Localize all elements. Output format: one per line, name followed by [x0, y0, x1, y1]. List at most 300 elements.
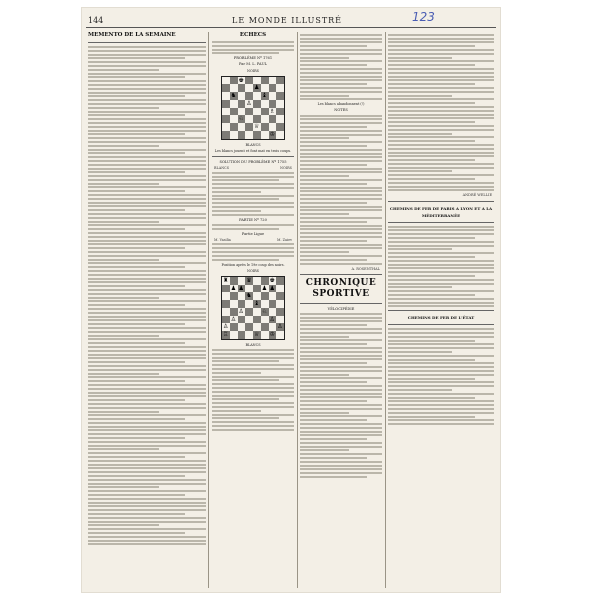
- notes-column: [300, 32, 382, 588]
- text-line: [388, 117, 494, 119]
- text-line: [388, 114, 494, 116]
- text-line: [212, 421, 294, 423]
- memento-body: [88, 46, 206, 545]
- board-square: [230, 331, 238, 339]
- board-square: [276, 77, 284, 85]
- text-line: [88, 426, 206, 428]
- text-line: [88, 76, 185, 78]
- journal-title: LE MONDE ILLUSTRÉ: [232, 16, 343, 25]
- text-line: [300, 328, 382, 330]
- section-rule: [212, 156, 294, 157]
- text-line: [88, 460, 206, 462]
- text-line: [88, 88, 206, 90]
- text-line: [388, 60, 494, 62]
- section-rule: [388, 201, 494, 202]
- board-square: [230, 285, 238, 293]
- text-line: [300, 60, 382, 62]
- text-line: [300, 217, 382, 219]
- text-line: [88, 160, 206, 162]
- newspaper-page: [82, 8, 500, 592]
- chess-board-game: [221, 276, 285, 340]
- velocipedie-heading: VÉLOCIPÉDIE: [327, 306, 355, 311]
- chess-piece-icon: ♙: [277, 323, 283, 331]
- chess-piece-icon: ♞: [230, 92, 237, 100]
- text-line: [388, 248, 452, 250]
- solution-moves: [212, 172, 294, 216]
- text-line: [88, 111, 206, 113]
- text-line: [88, 399, 185, 401]
- text-line: [388, 290, 494, 292]
- board-square: [261, 123, 269, 131]
- text-line: [388, 271, 494, 273]
- text-line: [388, 83, 475, 85]
- board-square: [253, 285, 261, 293]
- text-line: [212, 353, 294, 355]
- text-line: [88, 205, 206, 207]
- abandon-note: Les blancs abandonnent (!): [317, 102, 365, 107]
- text-line: [300, 190, 382, 192]
- chess-piece-icon: ♟: [261, 284, 268, 292]
- text-line: [88, 475, 185, 477]
- board-square: [238, 316, 246, 324]
- text-line: [212, 429, 294, 431]
- text-line: [300, 259, 367, 261]
- text-line: [388, 393, 494, 395]
- text-line: [388, 133, 452, 135]
- text-line: [388, 408, 494, 410]
- board-square: [269, 300, 277, 308]
- text-line: [88, 198, 206, 200]
- text-line: [88, 194, 206, 196]
- board-square: [253, 108, 261, 116]
- board-square: [238, 331, 246, 339]
- text-line: [88, 418, 185, 420]
- text-line: [88, 190, 185, 192]
- text-line: [88, 369, 206, 371]
- text-line: [88, 262, 206, 264]
- board-square: [261, 300, 269, 308]
- text-line: [212, 379, 279, 381]
- text-line: [88, 179, 206, 181]
- text-line: [88, 251, 206, 253]
- chess-piece-icon: ♙: [238, 307, 244, 315]
- text-line: [388, 110, 494, 112]
- text-line: [88, 312, 206, 314]
- column-divider: [208, 32, 209, 588]
- column-divider: [297, 32, 298, 588]
- board-square: [222, 123, 230, 131]
- text-line: [88, 243, 206, 245]
- board-square: [253, 92, 261, 100]
- text-line: [388, 298, 494, 300]
- chess-piece-icon: ♝: [261, 92, 268, 100]
- text-line: [88, 304, 185, 306]
- text-line: [300, 419, 367, 421]
- text-line: [88, 281, 206, 283]
- board-square: [269, 277, 277, 285]
- text-line: [88, 384, 206, 386]
- board-square: [230, 300, 238, 308]
- board-square: [253, 308, 261, 316]
- chess-piece-icon: ♚: [238, 76, 244, 84]
- board-square: [245, 316, 253, 324]
- text-line: [88, 456, 185, 458]
- text-line: [88, 513, 185, 515]
- notes-body: [300, 115, 382, 265]
- board-square: [269, 316, 277, 324]
- text-line: [388, 370, 494, 372]
- board-square: [238, 100, 246, 108]
- text-line: [88, 137, 206, 139]
- chess-piece-icon: ♟: [269, 284, 275, 292]
- text-line: [300, 244, 382, 246]
- text-line: [88, 376, 206, 378]
- plm-body: [388, 226, 494, 308]
- text-line: [88, 414, 206, 416]
- board-square: [222, 292, 230, 300]
- text-line: [88, 289, 206, 291]
- text-line: [388, 286, 452, 288]
- board-square: [245, 292, 253, 300]
- text-line: [88, 505, 206, 507]
- board-square: [245, 131, 253, 139]
- text-line: [388, 305, 494, 307]
- board-square: [261, 131, 269, 139]
- text-line: [300, 95, 349, 97]
- text-line: [300, 400, 367, 402]
- partie-sub: Partie Ligue: [241, 231, 265, 236]
- text-line: [300, 213, 349, 215]
- text-line: [88, 224, 206, 226]
- chess-piece-icon: ♗: [269, 107, 275, 115]
- text-line: [88, 350, 206, 352]
- text-line: [388, 152, 494, 154]
- board-square: [245, 100, 253, 108]
- board-square: [261, 84, 269, 92]
- board-square: [261, 115, 269, 123]
- board-square: [238, 84, 246, 92]
- board-square: [261, 331, 269, 339]
- board-square: [261, 100, 269, 108]
- text-line: [300, 247, 382, 249]
- players: [214, 238, 292, 242]
- problem-title: PROBLÈME Nº 1761: [233, 56, 273, 61]
- text-line: [88, 524, 159, 526]
- text-line: [300, 381, 367, 383]
- text-line: [300, 374, 349, 376]
- text-line: [388, 366, 494, 368]
- chess-piece-icon: ♔: [269, 331, 275, 339]
- board-square: [276, 108, 284, 116]
- text-line: [300, 38, 382, 40]
- text-line: [88, 164, 206, 166]
- text-line: [388, 252, 494, 254]
- board-square: [269, 115, 277, 123]
- memento-title: MEMENTO DE LA SEMAINE: [88, 32, 176, 38]
- text-line: [388, 178, 475, 180]
- text-line: [300, 206, 382, 208]
- text-line: [88, 103, 206, 105]
- board-square: [230, 308, 238, 316]
- board-square: [276, 285, 284, 293]
- board-square: [261, 92, 269, 100]
- text-line: [300, 347, 382, 349]
- text-line: [88, 95, 185, 97]
- text-line: [88, 293, 206, 295]
- handwritten-annotation: 123: [412, 10, 435, 24]
- text-line: [388, 38, 494, 40]
- board-square: [276, 115, 284, 123]
- text-line: [300, 415, 382, 417]
- text-line: [88, 118, 206, 120]
- text-line: [388, 267, 494, 269]
- right-signature: ANDRÉ WELLIE: [462, 193, 492, 198]
- text-line: [388, 328, 494, 330]
- text-line: [388, 68, 494, 70]
- text-line: [300, 49, 382, 51]
- partie-moves: [212, 243, 294, 260]
- board-square: [238, 308, 246, 316]
- text-line: [88, 338, 206, 340]
- chess-board-problem: [221, 76, 285, 140]
- board-square: [261, 316, 269, 324]
- text-line: [300, 438, 367, 440]
- board-square: [269, 84, 277, 92]
- col-white-label: BLANCS: [214, 165, 230, 170]
- text-line: [300, 240, 367, 242]
- board-square: [253, 100, 261, 108]
- text-line: [300, 225, 382, 227]
- text-line: [388, 264, 494, 266]
- board-square: [222, 100, 230, 108]
- text-line: [388, 155, 494, 157]
- text-line: [88, 152, 185, 154]
- text-line: [388, 233, 494, 235]
- text-line: [388, 260, 494, 262]
- text-line: [88, 240, 206, 242]
- text-line: [300, 175, 349, 177]
- text-line: [300, 221, 367, 223]
- board-square: [245, 323, 253, 331]
- board-square: [222, 84, 230, 92]
- chess-piece-icon: ♙: [223, 323, 229, 331]
- text-line: [88, 323, 185, 325]
- text-line: [300, 449, 349, 451]
- text-line: [300, 317, 382, 319]
- page-header: [82, 8, 500, 30]
- column-divider: [385, 32, 386, 588]
- text-line: [88, 213, 206, 215]
- text-line: [300, 434, 382, 436]
- text-line: [88, 380, 185, 382]
- notes-title: NOTES: [334, 108, 348, 113]
- text-line: [300, 446, 382, 448]
- text-line: [88, 342, 185, 344]
- position-note: Position après le 19e coup des noirs.: [221, 262, 285, 267]
- text-line: [88, 498, 206, 500]
- chess-piece-icon: ♝: [254, 300, 260, 308]
- text-line: [212, 410, 261, 412]
- board-square: [222, 285, 230, 293]
- section-rule: [300, 274, 382, 275]
- text-line: [388, 45, 475, 47]
- board-square: [269, 285, 277, 293]
- text-line: [388, 91, 494, 93]
- text-line: [300, 118, 382, 120]
- text-line: [300, 194, 382, 196]
- board-square: [238, 77, 246, 85]
- text-line: [388, 404, 494, 406]
- text-line: [300, 168, 382, 170]
- text-line: [388, 106, 494, 108]
- text-line: [88, 107, 159, 109]
- text-line: [388, 400, 494, 402]
- text-line: [388, 144, 494, 146]
- text-line: [300, 202, 367, 204]
- text-line: [300, 76, 382, 78]
- text-line: [88, 255, 206, 257]
- chess-piece-icon: ♟: [238, 284, 244, 292]
- text-line: [88, 357, 206, 359]
- text-line: [388, 167, 494, 169]
- board-square: [261, 285, 269, 293]
- text-line: [88, 80, 206, 82]
- board-square: [238, 123, 246, 131]
- text-line: [300, 34, 382, 36]
- text-line: [212, 368, 294, 370]
- text-line: [212, 425, 294, 427]
- text-line: [388, 385, 494, 387]
- text-line: [300, 153, 382, 155]
- board-square: [276, 277, 284, 285]
- board-square: [230, 100, 238, 108]
- move-list: [300, 34, 382, 101]
- text-line: [88, 99, 206, 101]
- text-line: [212, 417, 279, 419]
- text-line: [88, 346, 206, 348]
- text-line: [388, 283, 494, 285]
- board-square: [269, 77, 277, 85]
- text-line: [388, 102, 475, 104]
- board-square: [276, 308, 284, 316]
- board-square: [222, 115, 230, 123]
- board-square: [222, 92, 230, 100]
- text-line: [300, 362, 367, 364]
- text-line: [388, 189, 494, 191]
- text-line: [300, 187, 382, 189]
- text-line: [88, 422, 206, 424]
- text-line: [300, 358, 382, 360]
- text-line: [300, 236, 382, 238]
- board-square: [222, 77, 230, 85]
- chess-piece-icon: ♕: [254, 331, 260, 339]
- chess-piece-icon: ♔: [269, 130, 275, 138]
- board-square: [253, 316, 261, 324]
- text-line: [212, 395, 294, 397]
- text-line: [88, 335, 159, 337]
- text-line: [212, 360, 279, 362]
- text-line: [88, 392, 206, 394]
- text-line: [88, 156, 206, 158]
- text-line: [300, 468, 382, 470]
- text-line: [300, 453, 382, 455]
- chess-piece-icon: ♙: [246, 99, 252, 107]
- text-line: [300, 385, 382, 387]
- board-square: [238, 277, 246, 285]
- text-line: [388, 95, 452, 97]
- text-line: [388, 159, 475, 161]
- text-line: [88, 437, 185, 439]
- text-line: [88, 46, 206, 48]
- text-line: [88, 73, 206, 75]
- text-line: [388, 170, 452, 172]
- text-line: [88, 141, 206, 143]
- text-line: [300, 198, 382, 200]
- text-line: [388, 53, 494, 55]
- partie-intro: [212, 224, 294, 230]
- problem-author: Par M. L. PAUL: [239, 62, 267, 67]
- text-line: [88, 331, 206, 333]
- board-square: [276, 316, 284, 324]
- text-line: [300, 134, 382, 136]
- board-square: [269, 100, 277, 108]
- text-line: [388, 229, 494, 231]
- text-line: [88, 247, 185, 249]
- board-square: [230, 84, 238, 92]
- text-line: [300, 377, 382, 379]
- board-square: [238, 285, 246, 293]
- text-line: [88, 316, 206, 318]
- text-line: [88, 285, 185, 287]
- board-note: Les blancs jouent et font mat en trois coups.: [214, 148, 292, 153]
- text-line: [88, 540, 206, 542]
- text-line: [388, 419, 494, 421]
- text-line: [388, 87, 494, 89]
- text-line: [88, 395, 206, 397]
- text-line: [388, 355, 494, 357]
- board-square: [253, 277, 261, 285]
- partie-continuation: [212, 349, 294, 431]
- text-line: [300, 179, 382, 181]
- text-line: [88, 145, 159, 147]
- text-line: [212, 406, 294, 408]
- board-square: [276, 123, 284, 131]
- board-square: [222, 308, 230, 316]
- text-line: [88, 186, 206, 188]
- section-rule: [388, 310, 494, 311]
- text-line: [388, 129, 494, 131]
- section-rule: [300, 303, 382, 304]
- text-line: [388, 245, 494, 247]
- text-line: [88, 403, 206, 405]
- text-line: [300, 171, 382, 173]
- text-line: [88, 171, 185, 173]
- text-line: [300, 404, 382, 406]
- text-line: [212, 372, 261, 374]
- text-line: [388, 76, 494, 78]
- board-square: [245, 277, 253, 285]
- text-line: [88, 221, 159, 223]
- text-line: [388, 351, 452, 353]
- text-line: [300, 156, 382, 158]
- text-line: [388, 226, 494, 228]
- text-line: [88, 483, 206, 485]
- text-line: [300, 122, 382, 124]
- text-line: [388, 381, 494, 383]
- text-line: [88, 217, 206, 219]
- text-line: [88, 300, 206, 302]
- text-line: [300, 126, 367, 128]
